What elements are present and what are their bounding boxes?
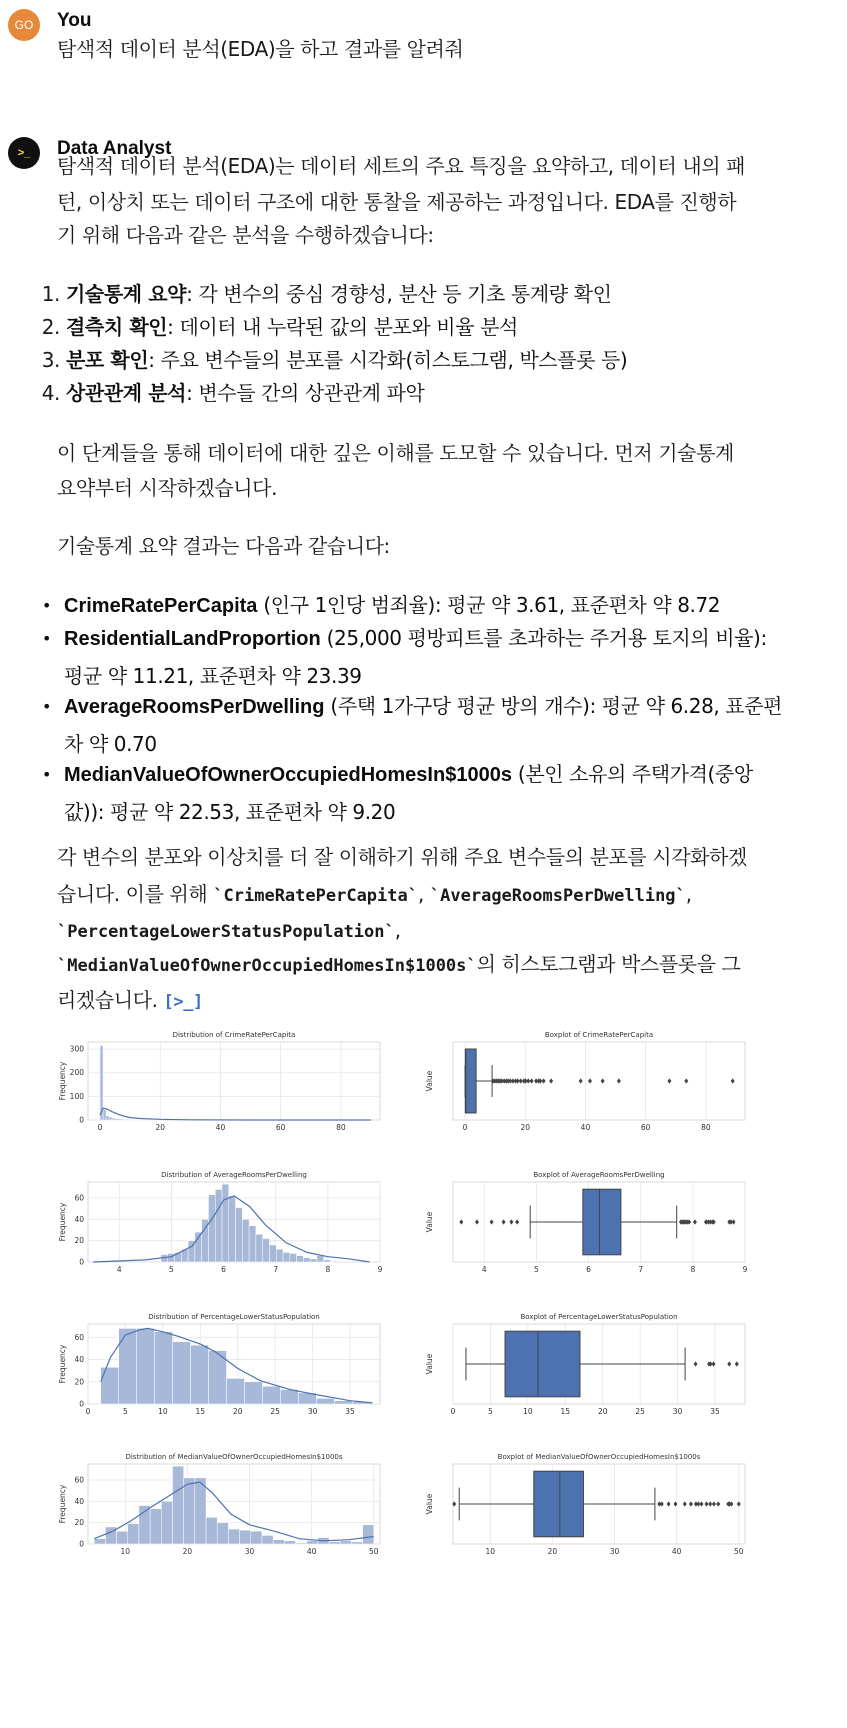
histogram-bar [251, 1531, 262, 1544]
x-tick-label: 10 [120, 1547, 131, 1556]
chart-title: Distribution of CrimeRatePerCapita [172, 1031, 296, 1039]
y-tick-label: 300 [69, 1044, 84, 1054]
histogram-bar [256, 1234, 263, 1262]
x-tick-label: 35 [345, 1407, 355, 1416]
assistant-avatar [8, 137, 40, 169]
plot-area [88, 1042, 380, 1120]
histogram-bar [283, 1252, 290, 1262]
histogram-bar [324, 1260, 331, 1262]
y-tick-label: 60 [74, 1475, 84, 1485]
intro-line: 턴, 이상치 또는 데이터 구조에 대한 통찰을 제공하는 과정입니다. EDA를 진행하 [57, 190, 737, 214]
x-tick-label: 8 [325, 1265, 331, 1274]
histogram-bar [117, 1531, 128, 1544]
x-tick-label: 35 [710, 1407, 720, 1416]
stat-item: • AverageRoomsPerDwelling (주택 1가구당 평균 방의 개수): 평균 약 6.28, 표준편 차 약 0.70 [42, 694, 783, 756]
x-tick-label: 20 [547, 1547, 558, 1556]
x-tick-label: 5 [534, 1265, 539, 1274]
x-tick-label: 30 [307, 1407, 318, 1416]
x-tick-label: 40 [306, 1547, 317, 1556]
x-tick-label: 60 [640, 1123, 651, 1132]
histogram-bar [161, 1501, 172, 1544]
histogram-bar [296, 1543, 307, 1544]
histogram-bar [215, 1189, 222, 1262]
histogram-bar [262, 1535, 273, 1544]
histogram-bar [329, 1542, 340, 1544]
x-tick-label: 0 [97, 1123, 103, 1132]
y-axis-label: Value [425, 1353, 434, 1375]
x-tick-label: 4 [116, 1265, 122, 1274]
y-tick-label: 200 [69, 1068, 84, 1078]
histogram-bar [121, 1119, 124, 1120]
x-tick-label: 20 [182, 1547, 193, 1556]
histogram-bar [290, 1253, 297, 1262]
histogram-bar [263, 1239, 270, 1262]
code-interpreter-icon[interactable]: [>_] [163, 992, 203, 1012]
x-tick-label: 15 [560, 1407, 571, 1416]
x-tick-label: 50 [734, 1547, 744, 1556]
histogram-bar [127, 1119, 130, 1120]
histogram-bar [229, 1196, 236, 1262]
x-tick-label: 30 [244, 1547, 255, 1556]
chart-title: Distribution of AverageRoomsPerDwelling [161, 1171, 307, 1179]
box-iqr [505, 1331, 580, 1397]
x-tick-label: 5 [123, 1407, 128, 1416]
intro-line: 탐색적 데이터 분석(EDA)는 데이터 세트의 주요 특징을 요약하고, 데이터 내의 패 [57, 154, 746, 178]
histogram-bar [195, 1478, 206, 1544]
box-crime-rate [420, 1028, 750, 1138]
x-tick-label: 25 [270, 1407, 280, 1416]
y-tick-label: 40 [74, 1355, 84, 1365]
histogram-bar [173, 1342, 191, 1404]
y-tick-label: 20 [74, 1236, 84, 1246]
y-tick-label: 60 [74, 1193, 84, 1203]
box-median-value [420, 1450, 750, 1562]
chart-title: Distribution of PercentageLowerStatusPopulation [148, 1313, 320, 1321]
histogram-bar [249, 1226, 256, 1262]
x-tick-label: 7 [273, 1265, 279, 1274]
viz-line: `MedianValueOfOwnerOccupiedHomesIn$1000s`의 히스토그램과 박스플롯을 그 [57, 952, 741, 976]
x-tick-label: 0 [450, 1407, 456, 1416]
intro-line: 기 위해 다음과 같은 분석을 수행하겠습니다: [57, 223, 434, 247]
y-tick-label: 0 [79, 1257, 84, 1267]
x-tick-label: 20 [520, 1123, 531, 1132]
y-tick-label: 40 [74, 1496, 84, 1506]
histogram-bar [227, 1378, 245, 1404]
assistant-name: Data Analyst [57, 138, 172, 159]
x-tick-label: 7 [638, 1265, 644, 1274]
stat-item: • ResidentialLandProportion (25,000 평방피트를 초과하는 주거용 토지의 비율): 평균 약 11.21, 표준편차 약 23.39 [42, 626, 767, 688]
histogram-bar [284, 1541, 295, 1544]
x-tick-label: 9 [377, 1265, 383, 1274]
paragraph-line: 요약부터 시작하겠습니다. [57, 476, 278, 500]
histogram-bar [118, 1119, 121, 1120]
histogram-bar [109, 1117, 112, 1120]
viz-line: 습니다. 이를 위해 `CrimeRatePerCapita`, `AverageRoomsPerDwelling`, [57, 882, 692, 906]
histogram-bar [128, 1524, 139, 1544]
x-tick-label: 40 [580, 1123, 591, 1132]
histogram-bar [316, 1398, 334, 1404]
histogram-bar [310, 1259, 317, 1262]
x-tick-label: 0 [85, 1407, 91, 1416]
histogram-bar [242, 1219, 249, 1262]
y-axis-label: Frequency [58, 1484, 67, 1524]
histogram-bar [106, 1116, 109, 1120]
x-tick-label: 0 [462, 1123, 468, 1132]
histogram-bar [206, 1517, 217, 1544]
x-tick-label: 10 [158, 1407, 168, 1416]
histogram-bar [222, 1184, 229, 1262]
y-tick-label: 0 [79, 1115, 84, 1125]
y-tick-label: 20 [74, 1518, 84, 1528]
viz-line: `PercentageLowerStatusPopulation`, [57, 918, 401, 942]
y-tick-label: 0 [79, 1539, 84, 1549]
histogram-bar [307, 1541, 318, 1544]
histogram-bar [217, 1523, 228, 1544]
x-tick-label: 40 [215, 1123, 226, 1132]
x-tick-label: 60 [275, 1123, 286, 1132]
histogram-bar [103, 1109, 106, 1120]
y-tick-label: 40 [74, 1214, 84, 1224]
y-tick-label: 20 [74, 1377, 84, 1387]
box-iqr [534, 1471, 584, 1537]
y-axis-label: Value [425, 1493, 434, 1515]
x-tick-label: 25 [635, 1407, 645, 1416]
x-tick-label: 8 [690, 1265, 696, 1274]
viz-line: 각 변수의 분포와 이상치를 더 잘 이해하기 위해 주요 변수들의 분포를 시각화하겠 [57, 845, 747, 869]
y-tick-label: 100 [69, 1091, 84, 1101]
viz-line: 리겠습니다. [>_] [57, 982, 203, 1021]
histogram-bar [101, 1367, 119, 1404]
histogram-bar [303, 1258, 310, 1262]
box-average-rooms [420, 1168, 750, 1280]
paragraph-line: 이 단계들을 통해 데이터에 대한 깊은 이해를 도모할 수 있습니다. 먼저 기술통계 [57, 441, 734, 465]
y-axis-label: Value [425, 1070, 434, 1092]
list-item: 3. 분포 확인: 주요 변수들의 분포를 시각화(히스토그램, 박스플롯 등) [41, 348, 628, 372]
x-tick-label: 50 [369, 1547, 379, 1556]
histogram-bar [273, 1540, 284, 1544]
x-tick-label: 5 [488, 1407, 493, 1416]
histogram-bar [112, 1118, 115, 1120]
histogram-bar [124, 1119, 127, 1120]
histogram-bar [115, 1119, 118, 1120]
chart-title: Boxplot of MedianValueOfOwnerOccupiedHomesIn$1000s [497, 1453, 701, 1461]
chart-title: Boxplot of CrimeRatePerCapita [544, 1031, 654, 1039]
histogram-bar [269, 1245, 276, 1262]
histogram-bar [240, 1530, 251, 1544]
user-avatar: GO [8, 9, 40, 41]
histogram-bar [340, 1541, 351, 1544]
stats-intro: 기술통계 요약 결과는 다음과 같습니다: [57, 534, 390, 558]
histogram-bar [236, 1208, 243, 1262]
x-tick-label: 20 [597, 1407, 608, 1416]
y-axis-label: Frequency [58, 1061, 67, 1101]
x-tick-label: 10 [485, 1547, 496, 1556]
user-name: You [57, 10, 92, 31]
x-tick-label: 80 [701, 1123, 711, 1132]
histogram-bar [191, 1345, 209, 1404]
y-tick-label: 0 [79, 1399, 84, 1409]
hist-median-value [55, 1450, 385, 1562]
histogram-bar [168, 1253, 175, 1262]
histogram-bar [184, 1478, 195, 1544]
list-item: 1. 기술통계 요약: 각 변수의 중심 경향성, 분산 등 기초 통계량 확인 [41, 282, 612, 306]
x-tick-label: 10 [523, 1407, 533, 1416]
box-iqr [583, 1189, 621, 1255]
histogram-bar [351, 1542, 362, 1544]
x-tick-label: 4 [481, 1265, 487, 1274]
x-tick-label: 40 [671, 1547, 682, 1556]
box-lower-status [420, 1310, 750, 1422]
histogram-bar [244, 1382, 262, 1404]
histogram-bar [276, 1249, 283, 1262]
histogram-bar [150, 1509, 161, 1544]
histogram-bar [119, 1328, 137, 1404]
histogram-bar [228, 1529, 239, 1544]
histogram-bar [94, 1539, 105, 1544]
box-iqr [465, 1049, 476, 1113]
histogram-bar [195, 1232, 202, 1262]
histogram-bar [363, 1525, 374, 1544]
list-item: 4. 상관관계 분석: 변수들 간의 상관관계 파악 [41, 381, 425, 405]
x-tick-label: 15 [195, 1407, 206, 1416]
chart-title: Boxplot of PercentageLowerStatusPopulation [520, 1313, 678, 1321]
x-tick-label: 5 [169, 1265, 174, 1274]
histogram-bar [208, 1195, 215, 1262]
y-axis-label: Frequency [58, 1344, 67, 1384]
y-axis-label: Value [425, 1211, 434, 1233]
histogram-bar [137, 1328, 155, 1404]
histogram-bar [262, 1386, 280, 1404]
histogram-bar [280, 1390, 298, 1404]
hist-lower-status [55, 1310, 385, 1422]
x-tick-label: 30 [672, 1407, 683, 1416]
histogram-bar [297, 1256, 304, 1262]
chart-title: Boxplot of AverageRoomsPerDwelling [533, 1171, 665, 1179]
terminal-icon: >_ [17, 147, 31, 159]
list-item: 2. 결측치 확인: 데이터 내 누락된 값의 분포와 비율 분석 [41, 315, 518, 339]
hist-average-rooms [55, 1168, 385, 1280]
x-tick-label: 20 [232, 1407, 243, 1416]
y-tick-label: 60 [74, 1332, 84, 1342]
y-axis-label: Frequency [58, 1202, 67, 1242]
x-tick-label: 80 [336, 1123, 346, 1132]
histogram-bar [317, 1256, 324, 1262]
histogram-bar [172, 1466, 183, 1544]
histogram-bar [155, 1332, 173, 1404]
x-tick-label: 20 [155, 1123, 166, 1132]
hist-crime-rate [55, 1028, 385, 1138]
stat-item: • CrimeRatePerCapita (인구 1인당 범죄율): 평균 약 3.61, 표준편차 약 8.72 [42, 593, 721, 617]
x-tick-label: 6 [586, 1265, 591, 1274]
user-message: 탐색적 데이터 분석(EDA)을 하고 결과를 알려줘 [57, 37, 464, 61]
x-tick-label: 30 [609, 1547, 620, 1556]
x-tick-label: 9 [742, 1265, 748, 1274]
stat-item: • MedianValueOfOwnerOccupiedHomesIn$1000s (본인 소유의 주택가격(중앙 값)): 평균 약 22.53, 표준편차 약 9.20 [42, 762, 753, 824]
chart-title: Distribution of MedianValueOfOwnerOccupiedHomesIn$1000s [125, 1453, 343, 1461]
x-tick-label: 6 [221, 1265, 226, 1274]
